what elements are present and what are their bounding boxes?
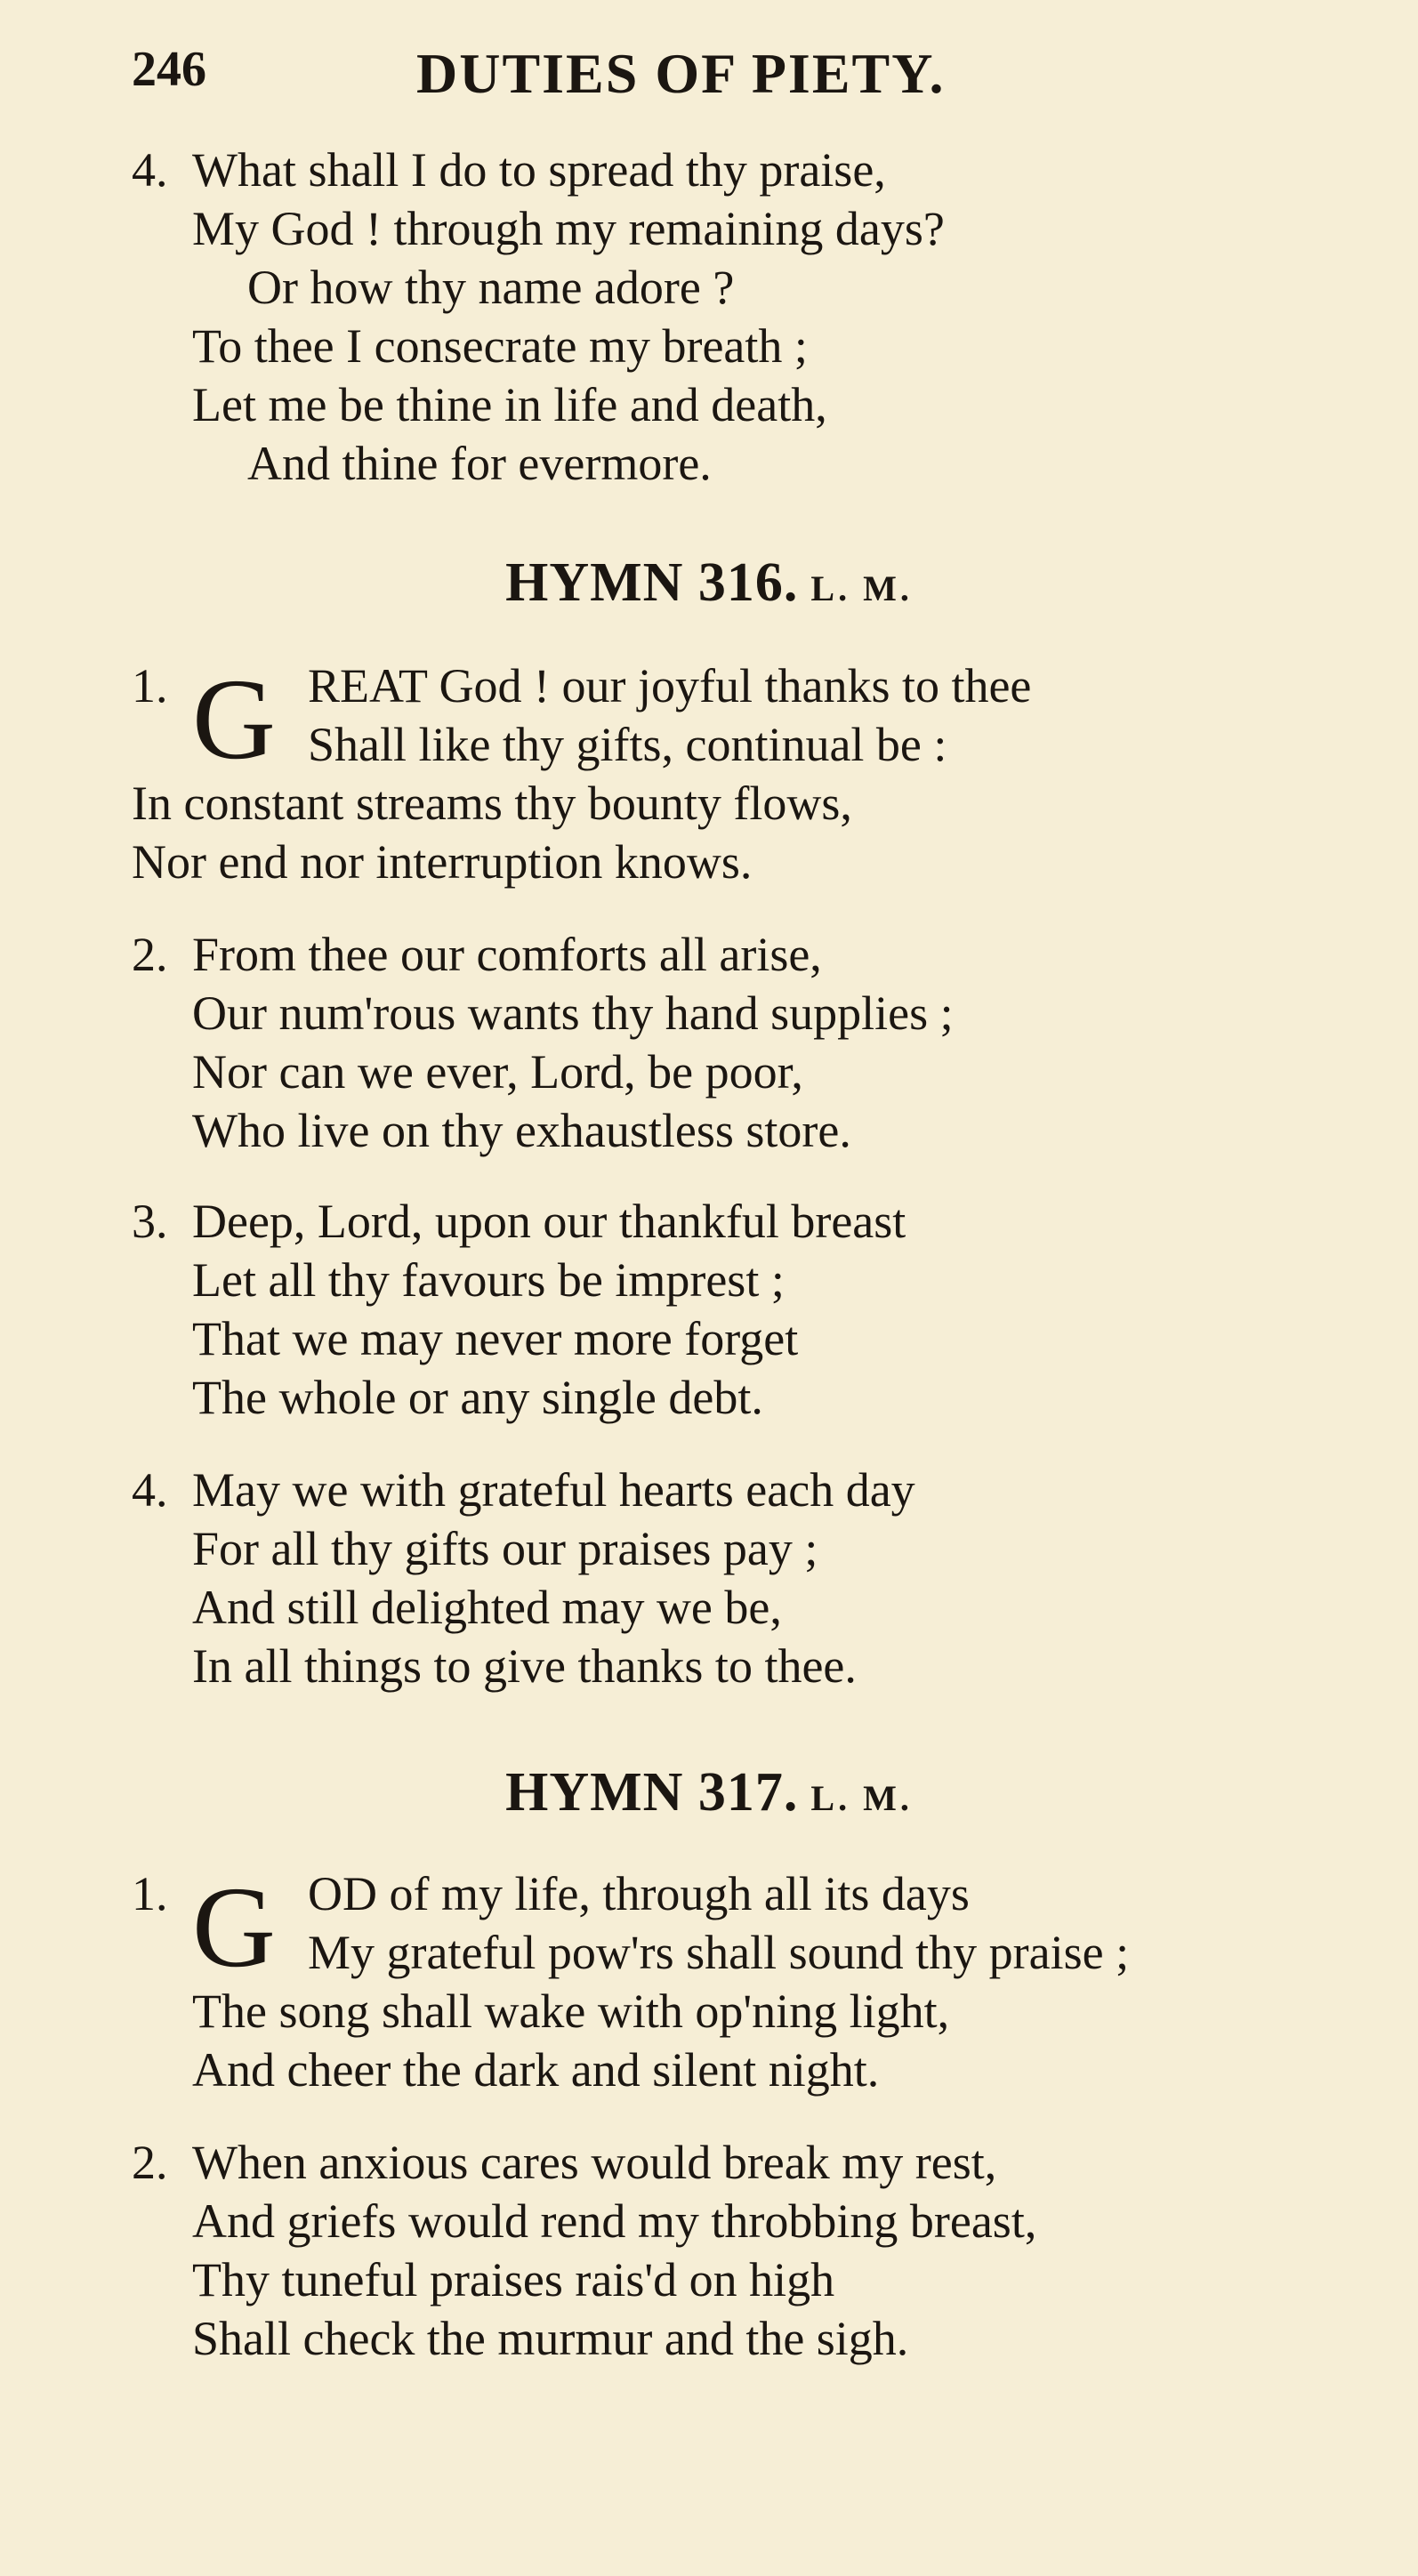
verse-line: 1. G OD of my life, through all its days	[132, 1864, 970, 1992]
verse-line: Who live on thy exhaustless store.	[192, 1104, 851, 1157]
verse-line: In constant streams thy bounty flows,	[132, 777, 852, 830]
continuation-stanza	[132, 141, 1395, 493]
hymn-316-stanza-4	[132, 1461, 1395, 1695]
hymn-317-stanza-2	[132, 2133, 1395, 2368]
verse-line: 4. What shall I do to spread thy praise,	[132, 141, 1395, 199]
stanza-number: 2.	[132, 928, 168, 981]
hymn-meter: L. M.	[810, 1778, 913, 1818]
drop-cap: G	[192, 1864, 276, 1992]
verse-line: My God ! through my remaining days?	[192, 202, 945, 255]
verse-line: And cheer the dark and silent night.	[192, 2043, 880, 2097]
verse-line: 2. From thee our comforts all arise,	[132, 925, 1395, 984]
verse-line: Nor can we ever, Lord, be poor,	[192, 1045, 803, 1099]
verse-line: Let all thy favours be imprest ;	[192, 1253, 785, 1307]
verse-line: To thee I consecrate my breath ;	[192, 319, 808, 373]
hymn-316-stanza-3	[132, 1192, 1395, 1427]
verse-line: For all thy gifts our praises pay ;	[192, 1522, 818, 1575]
verse-line: Shall check the murmur and the sigh.	[192, 2312, 909, 2365]
stanza-number: 1.	[132, 659, 168, 712]
verse-line: And thine for evermore.	[247, 437, 712, 490]
page-header	[132, 36, 1181, 107]
stanza-number: 2.	[132, 2136, 168, 2189]
stanza-number: 1.	[132, 1867, 168, 1920]
verse-line: Our num'rous wants thy hand supplies ;	[192, 986, 954, 1040]
verse-line: Or how thy name adore ?	[247, 261, 735, 314]
verse-line: And griefs would rend my throbbing breast,	[192, 2194, 1037, 2248]
verse-line: That we may never more forget	[192, 1312, 799, 1365]
verse-line: 2. When anxious cares would break my rest,	[132, 2133, 1395, 2192]
verse-line: My grateful pow'rs shall sound thy praise ;	[308, 1926, 1130, 1979]
verse-line: The song shall wake with op'ning light,	[192, 1984, 950, 2038]
hymn-317-title: HYMN 317. L. M.	[505, 1762, 913, 1823]
verse-line: In all things to give thanks to thee.	[192, 1639, 857, 1693]
hymn-316-stanza-2	[132, 925, 1395, 1160]
drop-cap: G	[192, 656, 276, 784]
stanza-number: 3.	[132, 1195, 168, 1248]
verse-line: And still delighted may we be,	[192, 1581, 782, 1634]
verse-line: Let me be thine in life and death,	[192, 378, 827, 431]
stanza-number: 4.	[132, 1463, 168, 1517]
running-head: DUTIES OF PIETY.	[416, 42, 946, 105]
page-number: 246	[132, 42, 206, 97]
verse-line: The whole or any single debt.	[192, 1371, 763, 1424]
stanza-number: 4.	[132, 143, 168, 197]
hymn-316-stanza-1	[132, 656, 1395, 891]
hymn-meter: L. M.	[810, 568, 913, 608]
verse-line: 1. G REAT God ! our joyful thanks to thee	[132, 656, 1032, 784]
verse-line: Shall like thy gifts, continual be :	[308, 718, 947, 771]
verse-line: Thy tuneful praises rais'd on high	[192, 2253, 835, 2306]
hymn-316-title: HYMN 316. L. M.	[505, 552, 913, 613]
hymn-317-stanza-1	[132, 1864, 1395, 2099]
verse-line: 3. Deep, Lord, upon our thankful breast	[132, 1192, 1395, 1251]
verse-line: Nor end nor interruption knows.	[132, 835, 753, 889]
verse-line: 4. May we with grateful hearts each day	[132, 1461, 1395, 1519]
